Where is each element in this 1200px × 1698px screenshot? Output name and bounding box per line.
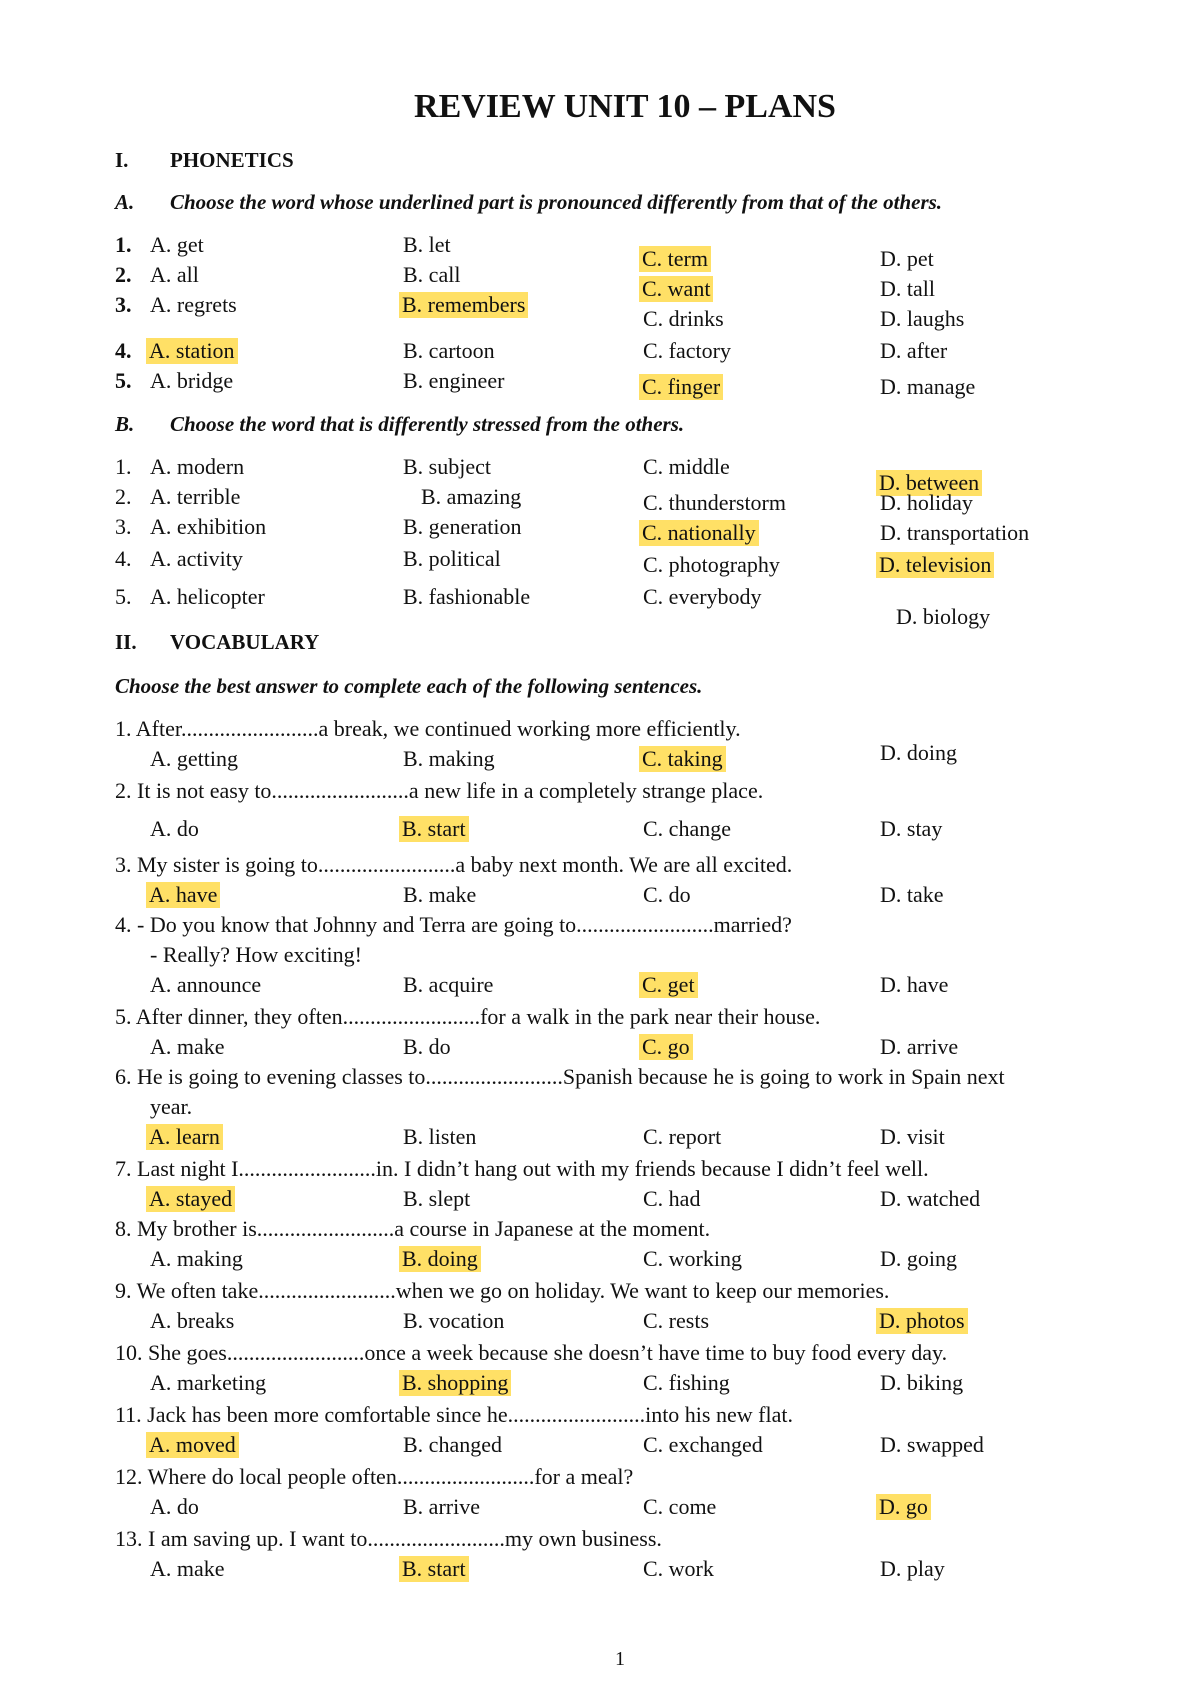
answer-option-d: D. laughs xyxy=(880,306,965,331)
answer-option-b: B. generation xyxy=(403,514,522,539)
part-letter: A. xyxy=(115,190,135,214)
part-instruction: Choose the word whose underlined part is pronounced differently from that of the others. xyxy=(170,190,943,214)
answer-option-d: D. doing xyxy=(880,740,957,765)
section-number: II. xyxy=(115,630,137,654)
answer-option-a: A. breaks xyxy=(150,1308,235,1333)
answer-option-a: A. all xyxy=(150,262,199,287)
answer-option-c: C. change xyxy=(643,816,731,841)
question-text: 8. My brother is.........................a course in Japanese at the moment. xyxy=(115,1216,711,1241)
question-text: 1. After.........................a break, we continued working more efficiently. xyxy=(115,716,741,741)
answer-option-c: C. photography xyxy=(643,552,780,577)
vocabulary-instruction: Choose the best answer to complete each of the following sentences. xyxy=(115,674,703,698)
part-instruction: Choose the word that is differently stressed from the others. xyxy=(170,412,685,436)
answer-option-b: B. call xyxy=(403,262,461,287)
answer-option-c: C. rests xyxy=(643,1308,709,1333)
answer-option-d: D. between xyxy=(876,470,982,496)
answer-option-c: C. fishing xyxy=(643,1370,730,1395)
answer-option-b: B. cartoon xyxy=(403,338,495,363)
answer-option-c: C. come xyxy=(643,1494,717,1519)
answer-option-d: D. transportation xyxy=(880,520,1030,545)
section-heading: VOCABULARY xyxy=(170,630,320,654)
answer-option-b: B. shopping xyxy=(399,1370,511,1396)
question-text-continued: - Really? How exciting! xyxy=(150,942,362,967)
answer-option-b: B. amazing xyxy=(421,484,522,509)
question-number: 4. xyxy=(115,546,132,571)
question-text: 4. - Do you know that Johnny and Terra are going to.........................married? xyxy=(115,912,792,937)
answer-option-b: B. making xyxy=(403,746,495,771)
answer-option-c: C. taking xyxy=(639,746,726,772)
answer-option-b: B. political xyxy=(403,546,501,571)
answer-option-b: B. listen xyxy=(403,1124,477,1149)
answer-option-d: D. photos xyxy=(876,1308,968,1334)
answer-option-a: A. helicopter xyxy=(150,584,265,609)
answer-option-c: C. do xyxy=(643,882,691,907)
answer-option-a: A. station xyxy=(146,338,238,364)
page-title: REVIEW UNIT 10 – PLANS xyxy=(414,88,836,125)
answer-option-b: B. start xyxy=(399,816,469,842)
answer-option-b: B. acquire xyxy=(403,972,494,997)
answer-option-b: B. do xyxy=(403,1034,451,1059)
answer-option-a: A. do xyxy=(150,1494,199,1519)
answer-option-b: B. vocation xyxy=(403,1308,505,1333)
question-number: 3. xyxy=(115,514,132,539)
answer-option-a: A. bridge xyxy=(150,368,234,393)
question-text: 11. Jack has been more comfortable since he.........................into his new flat. xyxy=(115,1402,793,1427)
answer-option-c: C. drinks xyxy=(643,306,724,331)
answer-option-d: D. manage xyxy=(880,374,976,399)
answer-option-a: A. stayed xyxy=(146,1186,235,1212)
question-number: 2. xyxy=(115,262,132,287)
question-number: 1. xyxy=(115,232,132,257)
question-number: 5. xyxy=(115,368,132,393)
answer-option-c: C. want xyxy=(639,276,713,302)
answer-option-a: A. make xyxy=(150,1556,225,1581)
answer-option-b: B. changed xyxy=(403,1432,502,1457)
answer-option-a: A. making xyxy=(150,1246,243,1271)
answer-option-d: D. biology xyxy=(896,604,991,629)
question-text: 12. Where do local people often.........................for a meal? xyxy=(115,1464,634,1489)
question-text: 7. Last night I.........................in. I didn’t hang out with my friends because I didn’t feel well. xyxy=(115,1156,929,1181)
answer-option-d: D. going xyxy=(880,1246,957,1271)
answer-option-c: C. exchanged xyxy=(643,1432,763,1457)
answer-option-c: C. term xyxy=(639,246,711,272)
question-text-continued: year. xyxy=(150,1094,193,1119)
answer-option-a: A. announce xyxy=(150,972,262,997)
answer-option-c: C. had xyxy=(643,1186,701,1211)
answer-option-a: A. marketing xyxy=(150,1370,267,1395)
answer-option-c: C. middle xyxy=(643,454,730,479)
answer-option-c: C. nationally xyxy=(639,520,759,546)
part-letter: B. xyxy=(115,412,135,436)
answer-option-a: A. learn xyxy=(146,1124,223,1150)
answer-option-b: B. make xyxy=(403,882,477,907)
answer-option-c: C. factory xyxy=(643,338,731,363)
answer-option-d: D. after xyxy=(880,338,948,363)
answer-option-c: C. go xyxy=(639,1034,693,1060)
page-number: 1 xyxy=(615,1648,625,1670)
question-number: 4. xyxy=(115,338,132,363)
answer-option-c: C. report xyxy=(643,1124,722,1149)
answer-option-b: B. slept xyxy=(403,1186,471,1211)
answer-option-d: D. television xyxy=(876,552,994,578)
answer-option-c: C. working xyxy=(643,1246,742,1271)
answer-option-a: A. terrible xyxy=(150,484,241,509)
section-number: I. xyxy=(115,148,129,172)
answer-option-b: B. fashionable xyxy=(403,584,531,609)
answer-option-b: B. remembers xyxy=(399,292,528,318)
question-number: 1. xyxy=(115,454,132,479)
answer-option-d: D. watched xyxy=(880,1186,981,1211)
answer-option-a: A. make xyxy=(150,1034,225,1059)
answer-option-c: C. everybody xyxy=(643,584,762,609)
question-number: 5. xyxy=(115,584,132,609)
question-text: 3. My sister is going to.........................a baby next month. We are all excited. xyxy=(115,852,793,877)
question-text: 9. We often take.........................when we go on holiday. We want to keep our memories. xyxy=(115,1278,890,1303)
answer-option-d: D. biking xyxy=(880,1370,964,1395)
answer-option-a: A. moved xyxy=(146,1432,239,1458)
answer-option-b: B. engineer xyxy=(403,368,505,393)
answer-option-d: D. visit xyxy=(880,1124,945,1149)
answer-option-d: D. take xyxy=(880,882,944,907)
answer-option-c: C. finger xyxy=(639,374,723,400)
question-text: 6. He is going to evening classes to.........................Spanish because he is going to work in Spain next xyxy=(115,1064,1005,1089)
question-number: 3. xyxy=(115,292,132,317)
answer-option-a: A. exhibition xyxy=(150,514,267,539)
question-text: 5. After dinner, they often.........................for a walk in the park near their house. xyxy=(115,1004,821,1029)
answer-option-b: B. arrive xyxy=(403,1494,480,1519)
answer-option-d: D. play xyxy=(880,1556,945,1581)
question-text: 2. It is not easy to.........................a new life in a completely strange place. xyxy=(115,778,764,803)
question-text: 13. I am saving up. I want to.........................my own business. xyxy=(115,1526,662,1551)
answer-option-a: A. modern xyxy=(150,454,245,479)
answer-option-c: C. get xyxy=(639,972,698,998)
question-number: 2. xyxy=(115,484,132,509)
answer-option-b: B. let xyxy=(403,232,451,257)
section-heading: PHONETICS xyxy=(170,148,294,172)
answer-option-c: C. thunderstorm xyxy=(643,490,786,515)
answer-option-d: D. swapped xyxy=(880,1432,984,1457)
answer-option-d: D. tall xyxy=(880,276,935,301)
answer-option-d: D. go xyxy=(876,1494,931,1520)
answer-option-a: A. get xyxy=(150,232,204,257)
answer-option-b: B. doing xyxy=(399,1246,481,1272)
answer-option-b: B. subject xyxy=(403,454,491,479)
answer-option-d: D. arrive xyxy=(880,1034,959,1059)
answer-option-d: D. holiday xyxy=(880,490,973,515)
question-text: 10. She goes.........................once a week because she doesn’t have time to buy food every day. xyxy=(115,1340,948,1365)
answer-option-a: A. activity xyxy=(150,546,243,571)
answer-option-d: D. pet xyxy=(880,246,934,271)
answer-option-b: B. start xyxy=(399,1556,469,1582)
answer-option-d: D. have xyxy=(880,972,949,997)
answer-option-a: A. do xyxy=(150,816,199,841)
answer-option-a: A. getting xyxy=(150,746,238,771)
answer-option-d: D. stay xyxy=(880,816,943,841)
answer-option-a: A. regrets xyxy=(150,292,237,317)
answer-option-a: A. have xyxy=(146,882,220,908)
answer-option-c: C. work xyxy=(643,1556,714,1581)
